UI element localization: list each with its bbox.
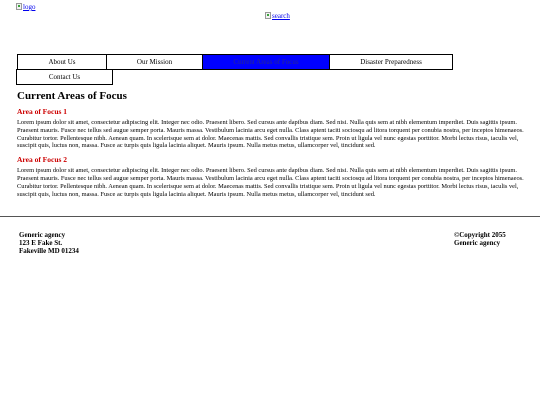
nav-about-us[interactable]: About Us: [17, 54, 107, 70]
nav-row-1: [17, 55, 454, 70]
footer-address: [19, 231, 79, 255]
footer-agency-name: Generic agency: [19, 231, 66, 239]
section-body: Lorem ipsum dolor sit amet, consectetur adipiscing elit. Integer nec odio. Praesent libero. Sed cursus ante dapibus diam. Sed nisi. Nulla quis sem at nibh elementum imperdiet. Duis sagittis ipsum. Praesent mauris. Fusce nec tellus sed augue semper porta. Mauris massa. Vestibulum lacinia arcu eget nulla. Class aptent taciti sociosqu ad litora torquent per conubia nostra, per inceptos himenaeos. Curabitur tortor. Pellentesque nibh. Aenean quam. In scelerisque sem at dolor. Maecenas mattis. Sed convallis tristique sem. Proin ut ligula vel nunc egestas porttitor. Morbi lectus risus, iaculis vel, suscipit quis, luctus non, massa. Fusce ac turpis quis ligula lacinia aliquet. Mauris ipsum. Nulla metus metus, ullamcorper vel, tincidunt sed.: [17, 119, 524, 150]
search-alt-text: search: [272, 12, 290, 20]
main-content: [17, 90, 524, 203]
footer-street: 123 E Fake St.: [19, 239, 63, 247]
nav-current-areas-of-focus[interactable]: Current Areas of Focus: [202, 54, 330, 70]
copyright-agency: Generic agency: [454, 239, 501, 247]
footer-city: Fakeville MD 01234: [19, 247, 79, 255]
copyright-text: ©Copyright 2055: [454, 231, 506, 239]
nav-contact-us[interactable]: Contact Us: [16, 69, 113, 85]
nav-our-mission[interactable]: Our Mission: [106, 54, 203, 70]
broken-image-icon: [265, 12, 271, 19]
broken-image-icon: [16, 3, 22, 10]
search-link[interactable]: [265, 12, 290, 20]
logo-link[interactable]: [16, 3, 35, 11]
section-heading: Area of Focus 1: [17, 107, 68, 116]
footer-divider: [0, 216, 540, 217]
nav-disaster-preparedness[interactable]: Disaster Preparedness: [329, 54, 453, 70]
footer-copyright: [454, 231, 506, 247]
section-heading: Area of Focus 2: [17, 155, 68, 165]
logo-alt-text: logo: [23, 3, 36, 11]
nav-row-2: [17, 70, 454, 85]
section-body: Lorem ipsum dolor sit amet, consectetur adipiscing elit. Integer nec odio. Praesent libero. Sed cursus ante dapibus diam. Sed nisi. Nulla quis sem at nibh elementum imperdiet. Duis sagittis ipsum. Praesent mauris. Fusce nec tellus sed augue semper porta. Mauris massa. Vestibulum lacinia arcu eget nulla. Class aptent taciti sociosqu ad litora torquent per conubia nostra, per inceptos himenaeos. Curabitur tortor. Pellentesque nibh. Aenean quam. In scelerisque sem at dolor. Maecenas mattis. Sed convallis tristique sem. Proin ut ligula vel nunc egestas porttitor. Morbi lectus risus, iaculis vel, suscipit quis, luctus non, massa. Fusce ac turpis quis ligula lacinia aliquet. Mauris ipsum. Nulla metus metus, ullamcorper vel, tincidunt sed.: [17, 167, 524, 198]
main-nav: [17, 55, 454, 85]
page-title: Current Areas of Focus: [17, 90, 127, 102]
